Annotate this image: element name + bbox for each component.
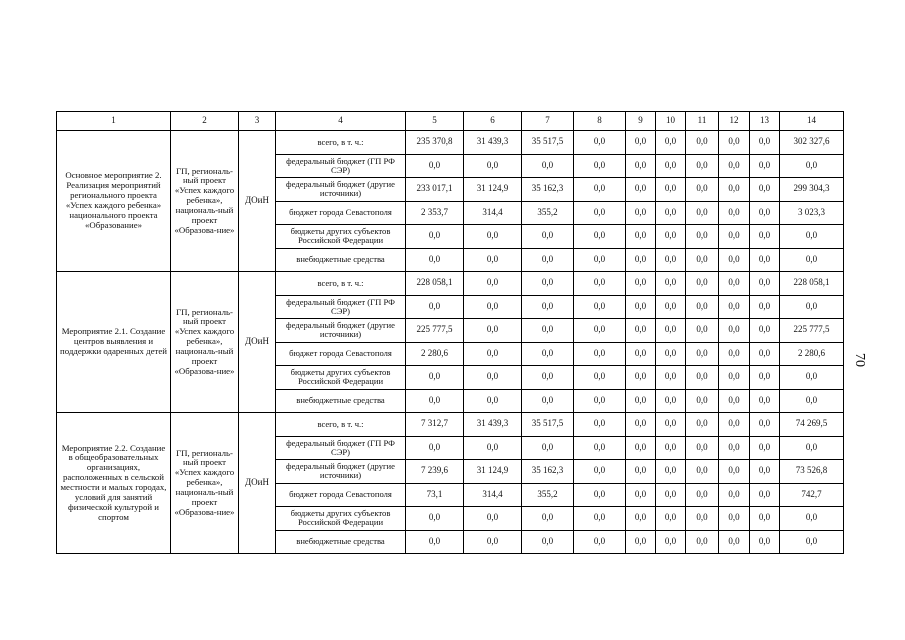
- value-cell: 35 517,5: [522, 131, 574, 155]
- table-row: [57, 413, 844, 437]
- value-cell: 73,1: [406, 483, 464, 507]
- value-cell: 0,0: [574, 201, 626, 225]
- value-cell: 0,0: [626, 319, 656, 343]
- value-cell: 0,0: [750, 248, 780, 272]
- value-cell: 0,0: [719, 366, 750, 390]
- value-cell: 314,4: [464, 201, 522, 225]
- value-cell: 0,0: [464, 319, 522, 343]
- value-cell: 0,0: [750, 507, 780, 531]
- funding-source-label: бюджет города Севастополя: [276, 201, 406, 225]
- funding-source-label: федеральный бюджет (другие источники): [276, 319, 406, 343]
- funding-source-label: бюджеты других субъектов Российской Федерации: [276, 366, 406, 390]
- value-cell: 0,0: [522, 295, 574, 319]
- value-cell: 0,0: [656, 483, 686, 507]
- activity-source: ГП, региональ-ный проект «Успех каждого ребенка», националь-ный проект «Образова-ние»: [171, 131, 239, 272]
- col-header-6: 6: [464, 112, 522, 131]
- value-cell: 0,0: [626, 178, 656, 202]
- value-cell: 0,0: [719, 178, 750, 202]
- value-cell: 225 777,5: [406, 319, 464, 343]
- value-cell: 302 327,6: [780, 131, 844, 155]
- value-cell: 0,0: [464, 389, 522, 413]
- value-cell: 0,0: [626, 295, 656, 319]
- value-cell: 0,0: [656, 530, 686, 554]
- value-cell: 0,0: [626, 413, 656, 437]
- value-cell: 0,0: [464, 507, 522, 531]
- value-cell: 0,0: [406, 389, 464, 413]
- value-cell: 233 017,1: [406, 178, 464, 202]
- value-cell: 0,0: [522, 272, 574, 296]
- value-cell: 0,0: [574, 366, 626, 390]
- value-cell: 0,0: [464, 225, 522, 249]
- value-cell: 0,0: [750, 131, 780, 155]
- value-cell: 0,0: [719, 530, 750, 554]
- value-cell: 0,0: [574, 483, 626, 507]
- value-cell: 0,0: [686, 342, 719, 366]
- value-cell: 0,0: [750, 460, 780, 484]
- col-header-2: 2: [171, 112, 239, 131]
- col-header-8: 8: [574, 112, 626, 131]
- value-cell: 0,0: [719, 248, 750, 272]
- value-cell: 0,0: [656, 201, 686, 225]
- value-cell: 0,0: [750, 436, 780, 460]
- value-cell: 0,0: [626, 530, 656, 554]
- value-cell: 0,0: [686, 460, 719, 484]
- funding-source-label: бюджеты других субъектов Российской Федерации: [276, 225, 406, 249]
- value-cell: 0,0: [750, 413, 780, 437]
- value-cell: 0,0: [686, 295, 719, 319]
- value-cell: 0,0: [574, 342, 626, 366]
- value-cell: 0,0: [686, 201, 719, 225]
- value-cell: 0,0: [626, 154, 656, 178]
- value-cell: 0,0: [719, 342, 750, 366]
- value-cell: 0,0: [522, 342, 574, 366]
- value-cell: 0,0: [406, 436, 464, 460]
- value-cell: 0,0: [719, 272, 750, 296]
- value-cell: 35 162,3: [522, 178, 574, 202]
- value-cell: 0,0: [780, 248, 844, 272]
- value-cell: 0,0: [686, 530, 719, 554]
- value-cell: 2 280,6: [406, 342, 464, 366]
- value-cell: 235 370,8: [406, 131, 464, 155]
- col-header-12: 12: [719, 112, 750, 131]
- value-cell: 0,0: [656, 272, 686, 296]
- value-cell: 0,0: [574, 248, 626, 272]
- value-cell: 0,0: [656, 154, 686, 178]
- value-cell: 2 280,6: [780, 342, 844, 366]
- value-cell: 0,0: [686, 366, 719, 390]
- value-cell: 0,0: [464, 154, 522, 178]
- value-cell: 0,0: [464, 272, 522, 296]
- value-cell: 0,0: [522, 530, 574, 554]
- funding-source-label: бюджет города Севастополя: [276, 342, 406, 366]
- value-cell: 35 162,3: [522, 460, 574, 484]
- value-cell: 0,0: [656, 507, 686, 531]
- value-cell: 0,0: [656, 295, 686, 319]
- value-cell: 0,0: [656, 389, 686, 413]
- value-cell: 35 517,5: [522, 413, 574, 437]
- value-cell: 0,0: [686, 413, 719, 437]
- funding-source-label: федеральный бюджет (другие источники): [276, 460, 406, 484]
- value-cell: 2 353,7: [406, 201, 464, 225]
- funding-source-label: бюджеты других субъектов Российской Федерации: [276, 507, 406, 531]
- value-cell: 299 304,3: [780, 178, 844, 202]
- value-cell: 314,4: [464, 483, 522, 507]
- value-cell: 0,0: [750, 295, 780, 319]
- value-cell: 73 526,8: [780, 460, 844, 484]
- funding-source-label: бюджет города Севастополя: [276, 483, 406, 507]
- value-cell: 0,0: [406, 154, 464, 178]
- value-cell: 0,0: [780, 366, 844, 390]
- value-cell: 0,0: [750, 272, 780, 296]
- value-cell: 0,0: [750, 225, 780, 249]
- value-cell: 7 239,6: [406, 460, 464, 484]
- col-header-7: 7: [522, 112, 574, 131]
- activity-executor: ДОиН: [239, 413, 276, 554]
- value-cell: 0,0: [750, 154, 780, 178]
- page-number: 70: [852, 353, 867, 367]
- header-row: [57, 112, 844, 131]
- funding-source-label: всего, в т. ч.:: [276, 413, 406, 437]
- value-cell: 0,0: [719, 154, 750, 178]
- value-cell: 0,0: [750, 483, 780, 507]
- value-cell: 0,0: [656, 319, 686, 343]
- value-cell: 0,0: [574, 225, 626, 249]
- value-cell: 0,0: [522, 366, 574, 390]
- value-cell: 0,0: [522, 225, 574, 249]
- value-cell: 0,0: [522, 436, 574, 460]
- activity-executor: ДОиН: [239, 131, 276, 272]
- value-cell: 0,0: [574, 413, 626, 437]
- value-cell: 0,0: [522, 507, 574, 531]
- value-cell: 0,0: [626, 131, 656, 155]
- value-cell: 0,0: [406, 366, 464, 390]
- value-cell: 0,0: [574, 295, 626, 319]
- value-cell: 0,0: [626, 342, 656, 366]
- value-cell: 0,0: [780, 154, 844, 178]
- value-cell: 0,0: [574, 389, 626, 413]
- value-cell: 0,0: [574, 154, 626, 178]
- value-cell: 0,0: [780, 530, 844, 554]
- value-cell: 0,0: [686, 154, 719, 178]
- value-cell: 0,0: [719, 413, 750, 437]
- value-cell: 0,0: [719, 483, 750, 507]
- funding-source-label: всего, в т. ч.:: [276, 272, 406, 296]
- value-cell: 0,0: [780, 389, 844, 413]
- funding-source-label: всего, в т. ч.:: [276, 131, 406, 155]
- value-cell: 0,0: [750, 389, 780, 413]
- value-cell: 0,0: [406, 225, 464, 249]
- col-header-11: 11: [686, 112, 719, 131]
- value-cell: 225 777,5: [780, 319, 844, 343]
- col-header-4: 4: [276, 112, 406, 131]
- value-cell: 0,0: [574, 530, 626, 554]
- value-cell: 31 439,3: [464, 131, 522, 155]
- value-cell: 0,0: [750, 342, 780, 366]
- funding-source-label: внебюджетные средства: [276, 248, 406, 272]
- value-cell: 0,0: [464, 530, 522, 554]
- funding-source-label: федеральный бюджет (другие источники): [276, 178, 406, 202]
- value-cell: 0,0: [719, 319, 750, 343]
- value-cell: 0,0: [626, 483, 656, 507]
- value-cell: 0,0: [750, 366, 780, 390]
- col-header-3: 3: [239, 112, 276, 131]
- value-cell: 0,0: [522, 248, 574, 272]
- value-cell: 0,0: [574, 131, 626, 155]
- value-cell: 0,0: [406, 295, 464, 319]
- value-cell: 0,0: [686, 389, 719, 413]
- value-cell: 0,0: [719, 507, 750, 531]
- value-cell: 0,0: [656, 342, 686, 366]
- value-cell: 0,0: [406, 248, 464, 272]
- value-cell: 31 124,9: [464, 178, 522, 202]
- activity-source: ГП, региональ-ный проект «Успех каждого ребенка», националь-ный проект «Образова-ние»: [171, 272, 239, 413]
- value-cell: 0,0: [686, 483, 719, 507]
- value-cell: 0,0: [464, 248, 522, 272]
- funding-source-label: федеральный бюджет (ГП РФ СЭР): [276, 295, 406, 319]
- value-cell: 228 058,1: [406, 272, 464, 296]
- value-cell: 0,0: [406, 507, 464, 531]
- value-cell: 0,0: [750, 530, 780, 554]
- value-cell: 0,0: [626, 436, 656, 460]
- value-cell: 0,0: [780, 507, 844, 531]
- col-header-5: 5: [406, 112, 464, 131]
- value-cell: 0,0: [719, 460, 750, 484]
- value-cell: 355,2: [522, 483, 574, 507]
- value-cell: 0,0: [780, 225, 844, 249]
- value-cell: 31 124,9: [464, 460, 522, 484]
- value-cell: 0,0: [626, 507, 656, 531]
- value-cell: 0,0: [719, 436, 750, 460]
- value-cell: 0,0: [750, 201, 780, 225]
- value-cell: 0,0: [464, 366, 522, 390]
- col-header-13: 13: [750, 112, 780, 131]
- value-cell: 0,0: [574, 178, 626, 202]
- value-cell: 31 439,3: [464, 413, 522, 437]
- value-cell: 0,0: [464, 342, 522, 366]
- value-cell: 0,0: [686, 178, 719, 202]
- col-header-14: 14: [780, 112, 844, 131]
- value-cell: 0,0: [626, 389, 656, 413]
- value-cell: 3 023,3: [780, 201, 844, 225]
- value-cell: 0,0: [574, 460, 626, 484]
- value-cell: 0,0: [656, 413, 686, 437]
- value-cell: 0,0: [626, 201, 656, 225]
- col-header-9: 9: [626, 112, 656, 131]
- value-cell: 0,0: [686, 225, 719, 249]
- value-cell: 0,0: [686, 436, 719, 460]
- value-cell: 0,0: [686, 131, 719, 155]
- funding-source-label: внебюджетные средства: [276, 530, 406, 554]
- value-cell: 0,0: [574, 436, 626, 460]
- value-cell: 0,0: [626, 248, 656, 272]
- value-cell: 0,0: [656, 366, 686, 390]
- value-cell: 0,0: [686, 319, 719, 343]
- value-cell: 0,0: [686, 272, 719, 296]
- funding-source-label: федеральный бюджет (ГП РФ СЭР): [276, 154, 406, 178]
- value-cell: 0,0: [574, 319, 626, 343]
- activity-source: ГП, региональ-ный проект «Успех каждого ребенка», националь-ный проект «Образова-ние»: [171, 413, 239, 554]
- value-cell: 0,0: [626, 225, 656, 249]
- value-cell: 0,0: [574, 272, 626, 296]
- funding-source-label: федеральный бюджет (ГП РФ СЭР): [276, 436, 406, 460]
- value-cell: 0,0: [719, 295, 750, 319]
- table-row: [57, 272, 844, 296]
- value-cell: 0,0: [464, 436, 522, 460]
- value-cell: 0,0: [719, 225, 750, 249]
- value-cell: 742,7: [780, 483, 844, 507]
- value-cell: 0,0: [656, 436, 686, 460]
- value-cell: 0,0: [780, 295, 844, 319]
- value-cell: 0,0: [686, 248, 719, 272]
- activity-name: Мероприятие 2.2. Создание в общеобразовательных организациях, расположенных в сельской местности и малых городах, условий для занятий физической культурой и спортом: [57, 413, 171, 554]
- value-cell: 355,2: [522, 201, 574, 225]
- value-cell: 0,0: [522, 319, 574, 343]
- funding-source-label: внебюджетные средства: [276, 389, 406, 413]
- value-cell: 74 269,5: [780, 413, 844, 437]
- value-cell: 0,0: [656, 131, 686, 155]
- value-cell: 228 058,1: [780, 272, 844, 296]
- budget-table: [56, 111, 844, 554]
- table-row: [57, 131, 844, 155]
- value-cell: 0,0: [780, 436, 844, 460]
- value-cell: 0,0: [656, 248, 686, 272]
- value-cell: 0,0: [522, 389, 574, 413]
- col-header-1: 1: [57, 112, 171, 131]
- value-cell: 0,0: [522, 154, 574, 178]
- value-cell: 0,0: [406, 530, 464, 554]
- value-cell: 7 312,7: [406, 413, 464, 437]
- value-cell: 0,0: [574, 507, 626, 531]
- activity-executor: ДОиН: [239, 272, 276, 413]
- value-cell: 0,0: [719, 131, 750, 155]
- value-cell: 0,0: [750, 178, 780, 202]
- value-cell: 0,0: [719, 201, 750, 225]
- value-cell: 0,0: [656, 225, 686, 249]
- value-cell: 0,0: [464, 295, 522, 319]
- value-cell: 0,0: [626, 460, 656, 484]
- value-cell: 0,0: [750, 319, 780, 343]
- activity-name: Основное мероприятие 2. Реализация мероприятий регионального проекта «Успех каждого ребенка» национального проекта «Образование»: [57, 131, 171, 272]
- activity-name: Мероприятие 2.1. Создание центров выявления и поддержки одаренных детей: [57, 272, 171, 413]
- value-cell: 0,0: [626, 366, 656, 390]
- value-cell: 0,0: [686, 507, 719, 531]
- value-cell: 0,0: [719, 389, 750, 413]
- value-cell: 0,0: [626, 272, 656, 296]
- col-header-10: 10: [656, 112, 686, 131]
- value-cell: 0,0: [656, 460, 686, 484]
- value-cell: 0,0: [656, 178, 686, 202]
